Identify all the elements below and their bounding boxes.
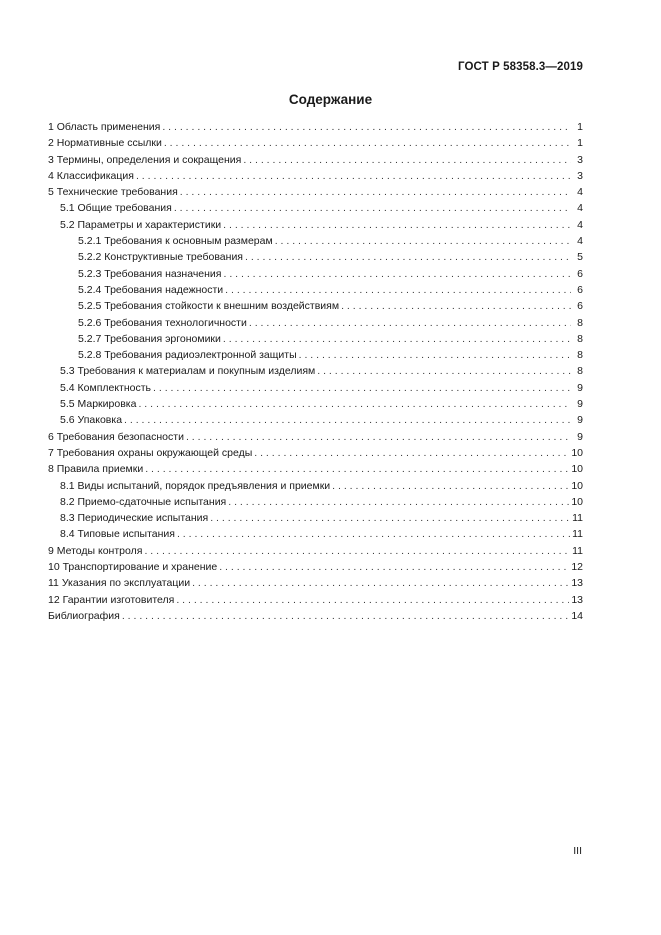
toc-dot-leader: [177, 526, 570, 542]
toc-entry-page: 13: [571, 577, 583, 590]
toc-entry[interactable]: [48, 445, 583, 461]
toc-entry-label: 5.6 Упаковка: [60, 414, 123, 427]
toc-entry[interactable]: [48, 331, 583, 347]
toc-entry[interactable]: [48, 298, 583, 314]
toc-entry-page: 9: [577, 398, 583, 411]
toc-entry-page: 11: [572, 528, 583, 541]
toc-dot-leader: [138, 396, 571, 412]
toc-dot-leader: [162, 119, 571, 135]
toc-entry[interactable]: [48, 152, 583, 168]
toc-entry-page: 5: [577, 251, 583, 264]
toc-entry-page: 4: [577, 235, 583, 248]
toc-entry-page: 8: [577, 316, 583, 329]
toc-entry-page: 10: [571, 463, 583, 476]
toc-entry[interactable]: [48, 200, 583, 216]
page-number: III: [573, 845, 582, 857]
toc-entry-label: 2 Нормативные ссылки: [48, 137, 162, 150]
toc-entry-label: 5.2.2 Конструктивные требования: [78, 251, 243, 264]
toc-entry-label: 1 Область применения: [48, 121, 161, 133]
toc-entry-label: 8.1 Виды испытаний, порядок предъявления и приемки: [60, 479, 331, 492]
toc-entry-page: 11: [572, 544, 583, 557]
toc-entry-page: 3: [577, 153, 583, 166]
toc-entry-label: 8.4 Типовые испытания: [60, 528, 175, 541]
toc-entry[interactable]: [48, 233, 583, 249]
toc-entry-label: 10 Транспортирование и хранение: [48, 561, 218, 574]
toc-entry[interactable]: [48, 510, 583, 526]
toc-entry[interactable]: [48, 217, 583, 233]
toc-entry-label: 5.2.7 Требования эргономики: [78, 332, 221, 345]
toc-dot-leader: [186, 429, 571, 445]
toc-entry[interactable]: [48, 168, 583, 184]
toc-dot-leader: [332, 478, 569, 494]
toc-entry[interactable]: [48, 282, 583, 298]
toc-dot-leader: [124, 412, 571, 428]
toc-dot-leader: [249, 315, 571, 331]
toc-entry-page: 10: [571, 479, 583, 492]
toc-dot-leader: [225, 282, 571, 298]
toc-entry-page: 10: [571, 495, 583, 508]
toc-entry[interactable]: [48, 429, 583, 445]
toc-entry-label: Библиография: [48, 609, 120, 622]
toc-dot-leader: [122, 608, 569, 624]
toc-entry[interactable]: [48, 592, 583, 608]
toc-entry[interactable]: [48, 461, 583, 477]
toc-entry-page: 9: [577, 414, 583, 427]
toc-entry-label: 5.5 Маркировка: [60, 398, 137, 411]
toc-entry[interactable]: [48, 119, 583, 135]
toc-entry-label: 3 Термины, определения и сокращения: [48, 153, 242, 166]
toc-entry-label: 8.2 Приемо-сдаточные испытания: [60, 495, 227, 508]
toc-entry-page: 6: [577, 267, 583, 280]
toc-entry-page: 8: [577, 349, 583, 362]
toc-entry-page: 6: [577, 300, 583, 313]
toc-entry[interactable]: [48, 347, 583, 363]
toc-entry-page: 13: [571, 593, 583, 606]
toc-entry[interactable]: [48, 526, 583, 542]
toc-dot-leader: [223, 266, 571, 282]
toc-entry[interactable]: [48, 575, 583, 591]
toc-entry-page: 4: [577, 218, 583, 231]
toc-entry-label: 5 Технические требования: [48, 186, 178, 199]
toc-entry[interactable]: [48, 608, 583, 624]
toc-dot-leader: [164, 135, 571, 151]
toc-entry[interactable]: [48, 559, 583, 575]
toc-entry-page: 9: [577, 381, 583, 394]
toc-dot-leader: [180, 184, 571, 200]
toc-entry-label: 8.3 Периодические испытания: [60, 512, 209, 525]
toc-entry-label: 5.3 Требования к материалам и покупным изделиям: [60, 365, 316, 378]
toc-dot-leader: [153, 380, 571, 396]
toc-entry[interactable]: [48, 412, 583, 428]
toc-dot-leader: [317, 363, 571, 379]
toc-entry[interactable]: [48, 266, 583, 282]
toc-entry-label: 5.2.8 Требования радиоэлектронной защиты: [78, 349, 297, 362]
toc-entry-label: 5.2.1 Требования к основным размерам: [78, 235, 273, 248]
toc-dot-leader: [245, 249, 571, 265]
toc-entry-label: 11 Указания по эксплуатации: [48, 577, 191, 590]
toc-dot-leader: [228, 494, 569, 510]
toc-dot-leader: [223, 217, 571, 233]
toc-entry-page: 14: [571, 609, 583, 622]
toc-dot-leader: [210, 510, 570, 526]
toc-entry-label: 5.4 Комплектность: [60, 381, 152, 394]
toc-entry[interactable]: [48, 184, 583, 200]
toc-entry-label: 8 Правила приемки: [48, 463, 144, 476]
toc-dot-leader: [219, 559, 569, 575]
toc-entry[interactable]: [48, 494, 583, 510]
toc-entry-page: 1: [577, 137, 583, 150]
toc-dot-leader: [136, 168, 571, 184]
toc-entry-page: 12: [571, 561, 583, 574]
toc-entry-page: 10: [571, 446, 583, 459]
toc-entry-label: 6 Требования безопасности: [48, 430, 184, 443]
toc-dot-leader: [341, 298, 571, 314]
toc-entry[interactable]: [48, 363, 583, 379]
toc-entry-label: 5.1 Общие требования: [60, 202, 172, 215]
toc-entry[interactable]: [48, 478, 583, 494]
toc-dot-leader: [176, 592, 569, 608]
toc-entry-label: 4 Классификация: [48, 169, 134, 182]
toc-entry[interactable]: [48, 135, 583, 151]
toc-entry-label: 5.2.6 Требования технологичности: [78, 316, 247, 329]
toc-entry-label: 5.2.4 Требования надежности: [78, 283, 224, 296]
toc-entry[interactable]: [48, 396, 583, 412]
toc-entry-page: 6: [577, 283, 583, 296]
toc-dot-leader: [254, 445, 569, 461]
toc-dot-leader: [275, 233, 571, 249]
toc-dot-leader: [243, 152, 571, 168]
document-code: ГОСТ Р 58358.3—2019: [458, 61, 583, 73]
page-title: Содержание: [288, 92, 373, 107]
toc-dot-leader: [299, 347, 571, 363]
toc-entry-page: 4: [577, 186, 583, 199]
toc-entry-label: 12 Гарантии изготовителя: [48, 593, 175, 606]
toc-entry[interactable]: [48, 543, 583, 559]
toc-entry-page: 8: [577, 365, 583, 378]
toc-entry-page: 3: [577, 169, 583, 182]
toc-entry-page: 1: [577, 121, 583, 133]
toc-entry-label: 9 Методы контроля: [48, 544, 143, 557]
toc-entry[interactable]: [48, 380, 583, 396]
toc-dot-leader: [145, 461, 569, 477]
toc-dot-leader: [144, 543, 570, 559]
toc-entry-page: 11: [572, 512, 583, 525]
toc-entry-page: 8: [577, 332, 583, 345]
toc-dot-leader: [223, 331, 571, 347]
toc-entry-page: 9: [577, 430, 583, 443]
toc-entry-label: 7 Требования охраны окружающей среды: [48, 446, 253, 459]
table-of-contents: [48, 119, 583, 624]
toc-entry[interactable]: [48, 315, 583, 331]
toc-entry-page: 4: [577, 202, 583, 215]
toc-entry-label: 5.2.3 Требования назначения: [78, 267, 222, 280]
toc-entry-label: 5.2.5 Требования стойкости к внешним воздействиям: [78, 300, 340, 313]
toc-entry[interactable]: [48, 249, 583, 265]
toc-dot-leader: [192, 575, 569, 591]
toc-dot-leader: [174, 200, 571, 216]
toc-entry-label: 5.2 Параметры и характеристики: [60, 218, 222, 231]
